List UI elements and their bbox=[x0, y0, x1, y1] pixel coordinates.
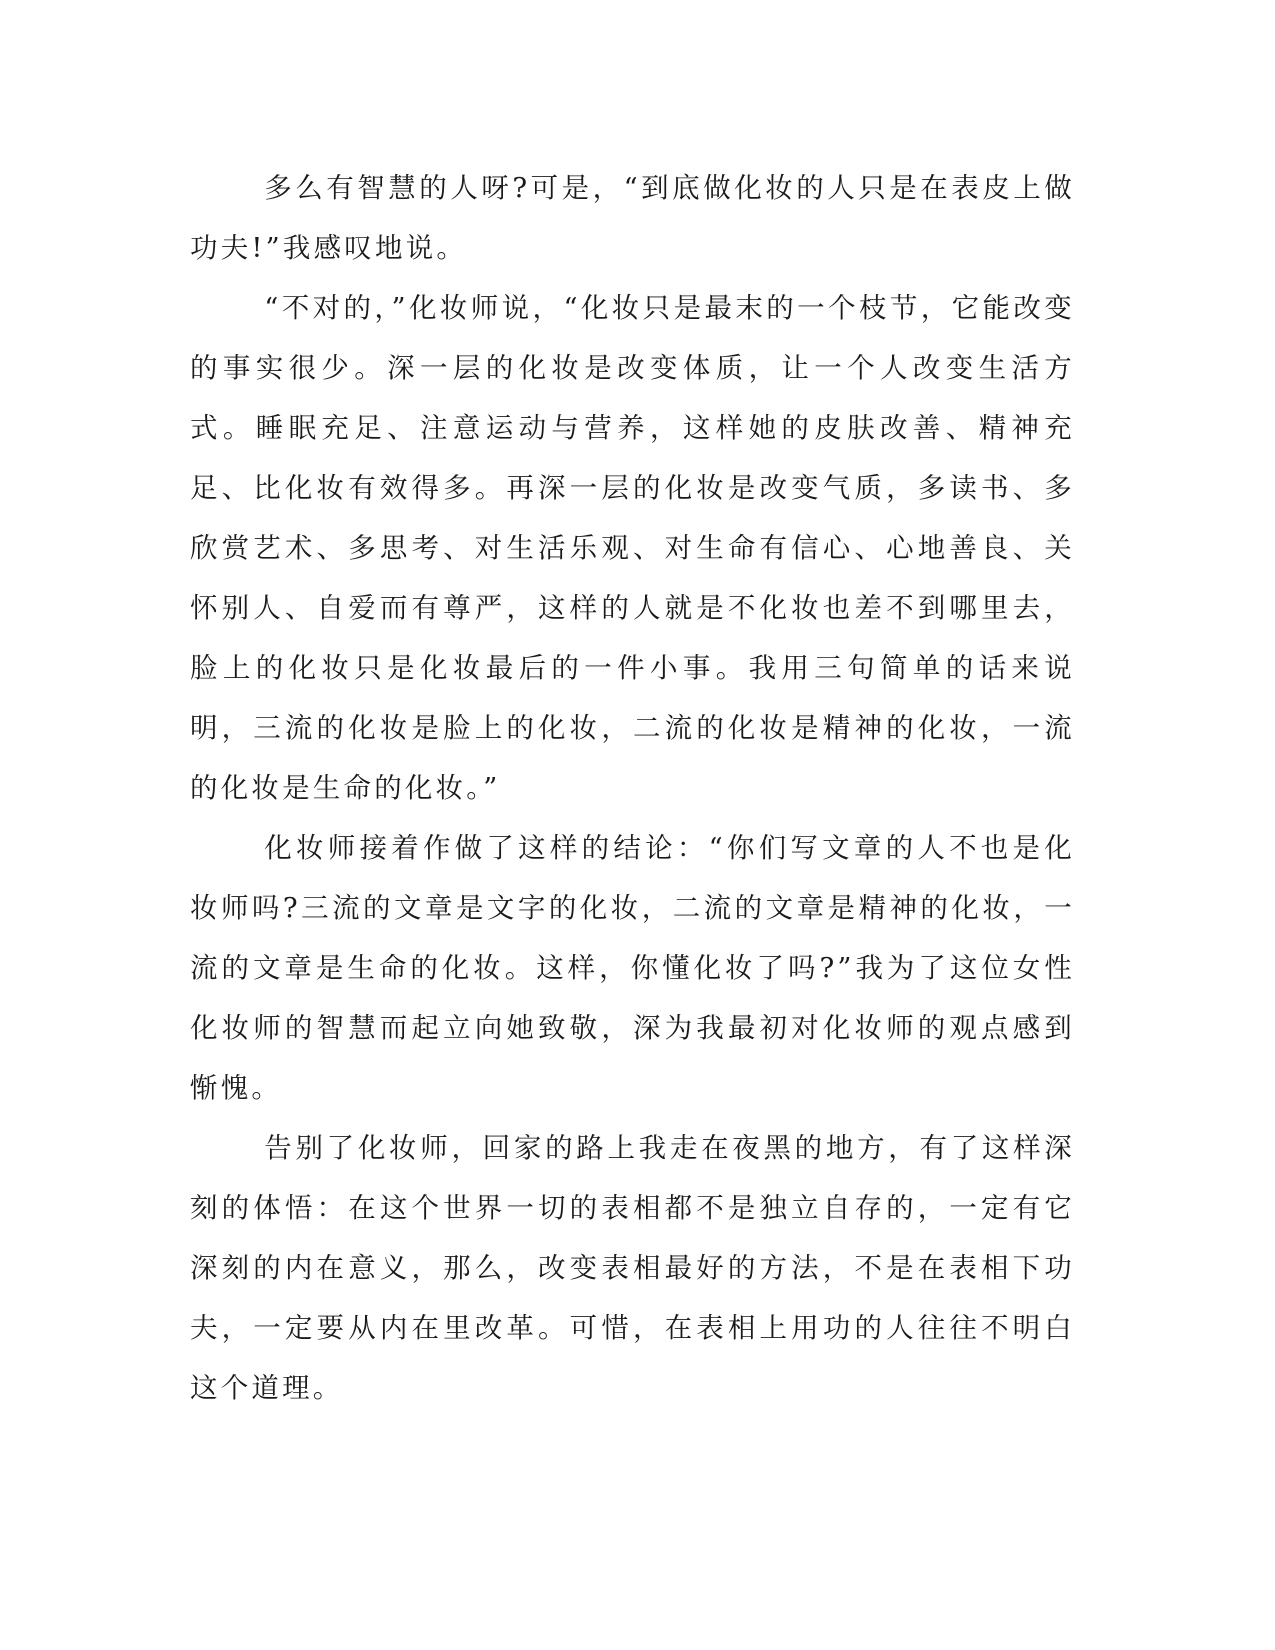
paragraph-3: 化妆师接着作做了这样的结论：“你们写文章的人不也是化妆师吗?三流的文章是文字的化妆，二流的文章是精神的化妆，一流的文章是生命的化妆。这样，你懂化妆了吗?”我为了这位女性化妆师的智慧而起立向她致敬，深为我最初对化妆师的观点感到惭愧。 bbox=[190, 832, 1075, 1104]
paragraph-1: 多么有智慧的人呀?可是，“到底做化妆的人只是在表皮上做功夫!”我感叹地说。 bbox=[190, 172, 1075, 264]
paragraph-2: “不对的，”化妆师说，“化妆只是最末的一个枝节，它能改变的事实很少。深一层的化妆是改变体质，让一个人改变生活方式。睡眠充足、注意运动与营养，这样她的皮肤改善、精神充足、比化妆有效得多。再深一层的化妆是改变气质，多读书、多欣赏艺术、多思考、对生活乐观、对生命有信心、心地善良、关怀别人、自爱而有尊严，这样的人就是不化妆也差不到哪里去，脸上的化妆只是化妆最后的一件小事。我用三句简单的话来说明，三流的化妆是脸上的化妆，二流的化妆是精神的化妆，一流的化妆是生命的化妆。” bbox=[190, 292, 1075, 804]
paragraph-4: 告别了化妆师，回家的路上我走在夜黑的地方，有了这样深刻的体悟：在这个世界一切的表相都不是独立自存的，一定有它深刻的内在意义，那么，改变表相最好的方法，不是在表相下功夫，一定要从内在里改革。可惜，在表相上用功的人往往不明白这个道理。 bbox=[190, 1132, 1075, 1404]
document-body bbox=[190, 158, 1075, 1418]
